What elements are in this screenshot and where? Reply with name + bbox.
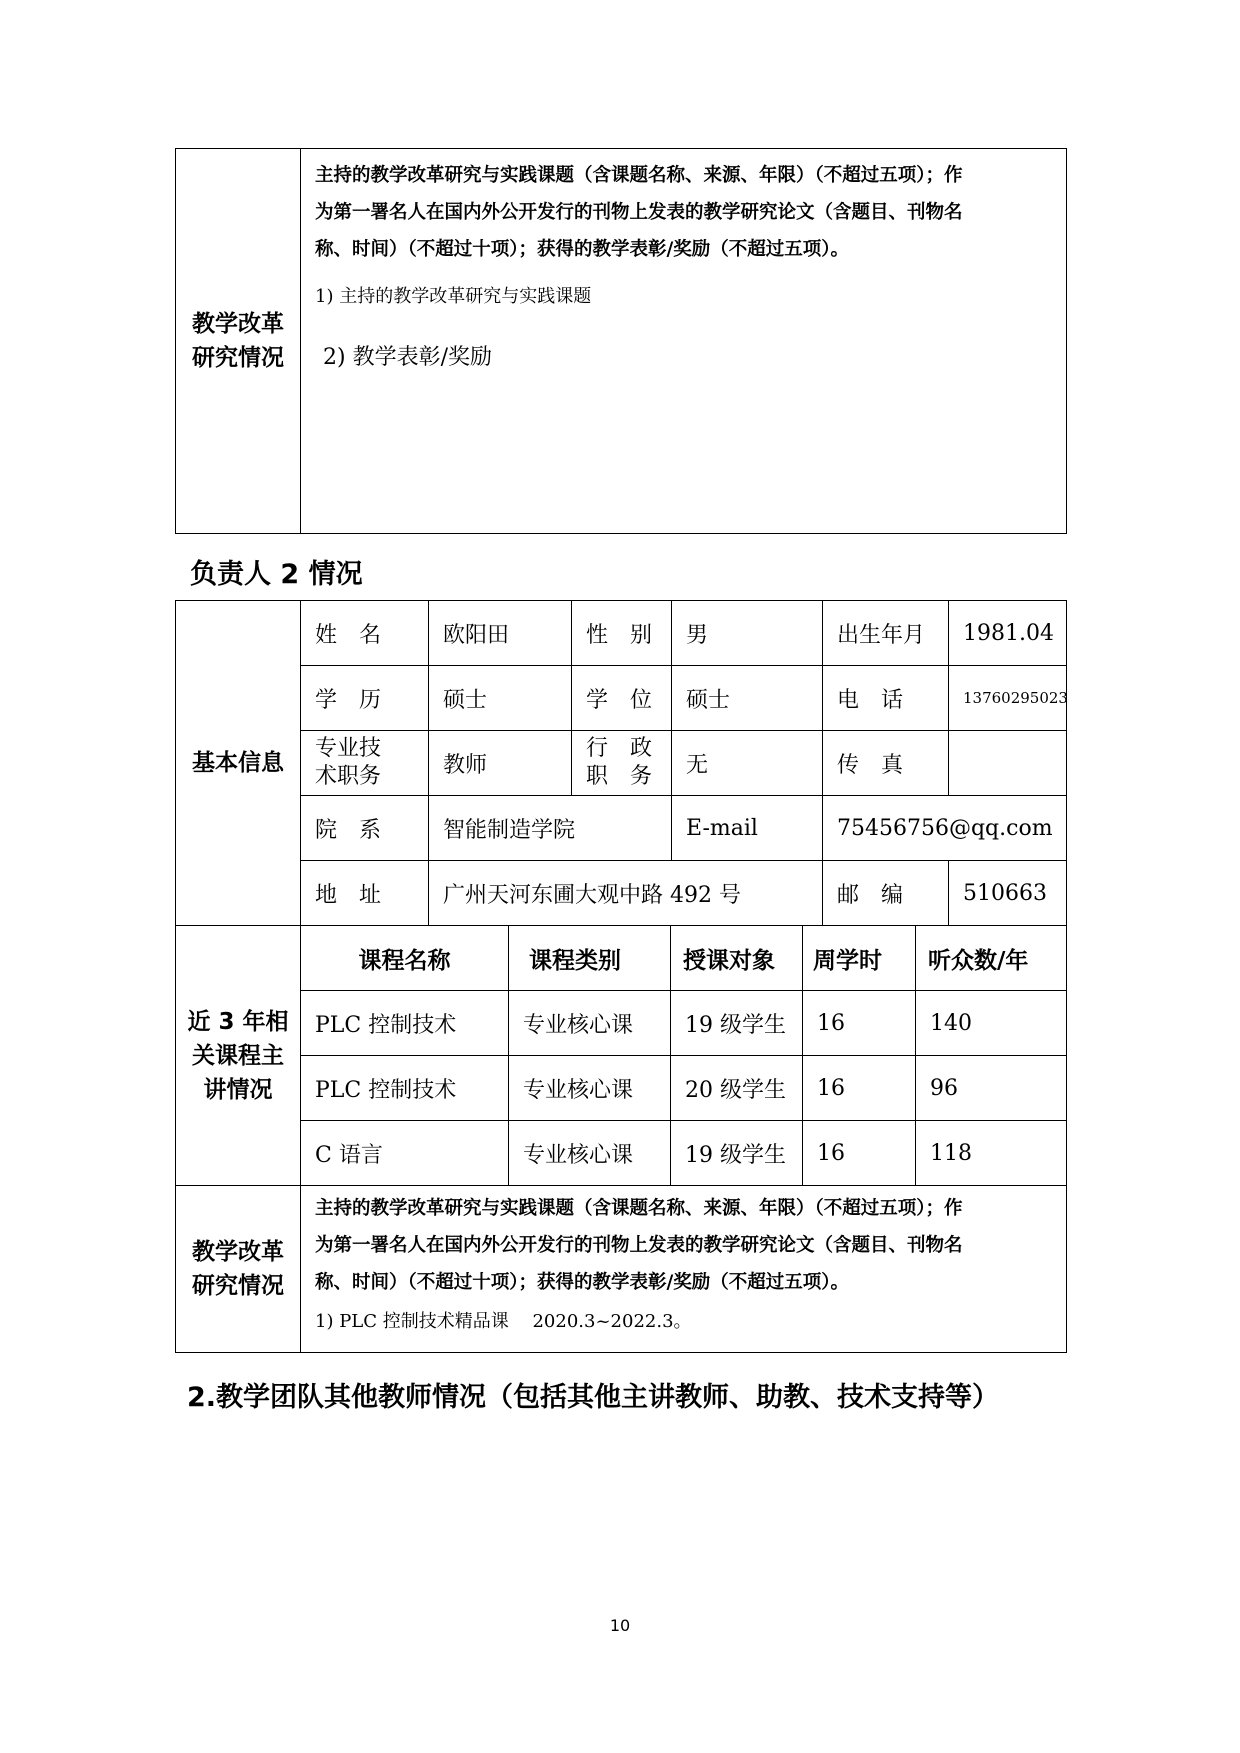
bottom-reform-label xyxy=(176,1186,301,1353)
bottom-reform-table xyxy=(175,1185,1067,1353)
admin-label-line2: 职 务 xyxy=(586,764,653,789)
course-header-name: 课程名称 xyxy=(301,926,509,991)
reform-item-1: 1) 主持的教学改革研究与实践课题 xyxy=(315,286,592,307)
basic-info-label: 基本信息 xyxy=(176,601,301,926)
course-listeners: 140 xyxy=(916,991,1067,1056)
course-hours: 16 xyxy=(803,1121,916,1186)
bottom-reform-label-line1: 教学改革 xyxy=(192,1239,284,1265)
admin-value: 无 xyxy=(672,731,823,796)
course-listeners: 96 xyxy=(916,1056,1067,1121)
admin-label-line1: 行 政 xyxy=(586,736,653,761)
course-name: PLC 控制技术 xyxy=(301,1056,509,1121)
section2-heading: 2.教学团队其他教师情况（包括其他主讲教师、助教、技术支持等） xyxy=(187,1382,1000,1413)
degree-label: 学 位 xyxy=(572,666,672,731)
bottom-instruction-3: 称、时间）（不超过十项）；获得的教学表彰/奖励（不超过五项）。 xyxy=(315,1272,850,1293)
reform-content xyxy=(301,149,1067,534)
edu-value: 硕士 xyxy=(429,666,572,731)
bottom-instruction-1: 主持的教学改革研究与实践课题（含课题名称、来源、年限）（不超过五项）；作 xyxy=(315,1198,963,1219)
reform-instruction-3: 称、时间）（不超过十项）；获得的教学表彰/奖励（不超过五项）。 xyxy=(315,239,850,260)
gender-label: 性 别 xyxy=(572,601,672,666)
title-label xyxy=(301,731,429,796)
bottom-instruction-2: 为第一署名人在国内外公开发行的刊物上发表的教学研究论文（含题目、刊物名 xyxy=(315,1235,963,1256)
person2-heading: 负责人 2 情况 xyxy=(190,559,363,590)
table-row xyxy=(176,1121,1067,1186)
course-type: 专业核心课 xyxy=(509,1056,671,1121)
bottom-reform-content xyxy=(301,1186,1067,1353)
phone-label: 电 话 xyxy=(823,666,949,731)
name-value: 欧阳田 xyxy=(429,601,572,666)
title-value: 教师 xyxy=(429,731,572,796)
reform-instruction-1: 主持的教学改革研究与实践课题（含课题名称、来源、年限）（不超过五项）；作 xyxy=(315,165,963,186)
courses-label-line1: 近 3 年相 xyxy=(187,1008,289,1035)
degree-value: 硕士 xyxy=(672,666,823,731)
reform-instruction-2: 为第一署名人在国内外公开发行的刊物上发表的教学研究论文（含题目、刊物名 xyxy=(315,202,963,223)
courses-label-line3: 讲情况 xyxy=(203,1076,273,1103)
edu-label: 学 历 xyxy=(301,666,429,731)
course-header-hours: 周学时 xyxy=(803,926,916,991)
addr-label: 地 址 xyxy=(301,861,429,926)
fax-label: 传 真 xyxy=(823,731,949,796)
course-listeners: 118 xyxy=(916,1121,1067,1186)
addr-value: 广州天河东圃大观中路 492 号 xyxy=(429,861,823,926)
zip-value: 510663 xyxy=(949,861,1067,926)
birth-label: 出生年月 xyxy=(823,601,949,666)
title-label-line1: 专业技 xyxy=(315,736,382,761)
course-name: PLC 控制技术 xyxy=(301,991,509,1056)
courses-table xyxy=(175,925,1067,1186)
reform-label xyxy=(176,149,301,534)
bottom-item-1: 1) PLC 控制技术精品课 2020.3~2022.3。 xyxy=(315,1311,692,1332)
course-header-listeners: 听众数/年 xyxy=(916,926,1067,991)
course-header-audience: 授课对象 xyxy=(671,926,803,991)
courses-label xyxy=(176,926,301,1186)
course-audience: 20 级学生 xyxy=(671,1056,803,1121)
reform-label-line1: 教学改革 xyxy=(192,311,284,337)
gender-value: 男 xyxy=(672,601,823,666)
table-row xyxy=(176,991,1067,1056)
course-audience: 19 级学生 xyxy=(671,991,803,1056)
phone-value: 13760295023 xyxy=(949,666,1067,731)
dept-label: 院 系 xyxy=(301,796,429,861)
email-value: 75456756@qq.com xyxy=(823,796,1067,861)
birth-value: 1981.04 xyxy=(949,601,1067,666)
name-label: 姓 名 xyxy=(301,601,429,666)
zip-label: 邮 编 xyxy=(823,861,949,926)
fax-value xyxy=(949,731,1067,796)
bottom-reform-label-line2: 研究情况 xyxy=(192,1273,284,1299)
dept-value: 智能制造学院 xyxy=(429,796,672,861)
course-type: 专业核心课 xyxy=(509,1121,671,1186)
course-name: C 语言 xyxy=(301,1121,509,1186)
basic-info-table xyxy=(175,600,1067,926)
page-number: 10 xyxy=(609,1616,631,1635)
course-header-type: 课程类别 xyxy=(509,926,671,991)
courses-label-line2: 关课程主 xyxy=(192,1042,284,1069)
title-label-line2: 术职务 xyxy=(315,764,382,789)
reform-item-2: 2) 教学表彰/奖励 xyxy=(323,345,492,370)
course-hours: 16 xyxy=(803,1056,916,1121)
table-row xyxy=(176,1056,1067,1121)
top-reform-table xyxy=(175,148,1067,534)
reform-label-line2: 研究情况 xyxy=(192,345,284,371)
admin-label xyxy=(572,731,672,796)
course-audience: 19 级学生 xyxy=(671,1121,803,1186)
course-type: 专业核心课 xyxy=(509,991,671,1056)
email-label: E-mail xyxy=(672,796,823,861)
course-hours: 16 xyxy=(803,991,916,1056)
